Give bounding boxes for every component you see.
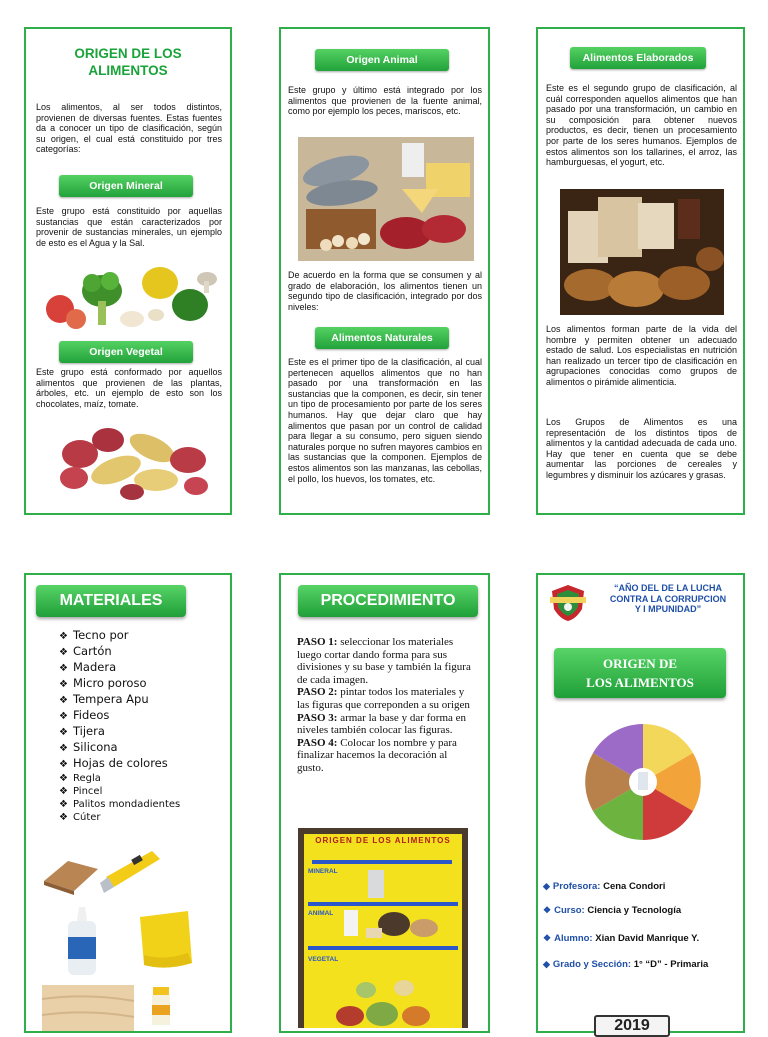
motto-line-2: CONTRA LA CORRUPCION [609, 593, 727, 604]
model-label-mineral: MINERAL [308, 868, 338, 875]
year-badge: 2019 [594, 1015, 670, 1037]
panel-title [26, 45, 230, 79]
processed-foods-image [560, 189, 724, 315]
vegetables-image [42, 261, 220, 333]
cover-title [554, 648, 726, 698]
cover-title-line-1: ORIGEN DE [602, 656, 678, 671]
elaborados-heading: Alimentos Elaborados [570, 47, 706, 69]
elaborados-text: Este es el segundo grupo de clasificación, al cuál corresponden aquellos alimentos que han pasado por una transformación, un cambio en su composición para obtener nuevos productos, es decir, tienen un procesamiento por parte de los seres humanos. Ejemplos de estos alimentos son los tallarines, el arroz, las hamburguesas, el yogurt, etc. [546, 83, 737, 168]
list-item: ❖ Silicona [59, 740, 118, 754]
animal-heading: Origen Animal [315, 49, 449, 71]
profesora-row: ◆ Profesora: Cena Condori [543, 881, 666, 892]
model-photo [298, 828, 468, 1028]
naturales-heading: Alimentos Naturales [315, 327, 449, 349]
step-1: PASO 1: seleccionar los materiales luego cortar dando forma para sus divisiones y su base y también la figura de cada imagen. [297, 636, 471, 686]
title-line-2: ALIMENTOS [88, 63, 168, 78]
panel-alimentos-elaborados [536, 27, 745, 515]
glue-bottle-image [64, 907, 100, 977]
animal-foods-image [298, 137, 474, 261]
potatoes-image [56, 422, 212, 502]
curso-row: ❖ Curso: Ciencia y Tecnología [543, 905, 682, 916]
vida-text: Los alimentos forman parte de la vida del hombre y permiten obtener un adecuado estado de salud. Los especialistas en nutrición han realizado un tercer tipo de clasificación en agrupaciones conocidas como grupos de alimentos o pirámide alimenticia. [546, 324, 737, 387]
panel-origen-animal [279, 27, 490, 515]
wood-board-image [42, 985, 134, 1031]
materials-list [59, 628, 229, 824]
school-crest-icon [548, 583, 588, 623]
elaboracion-text: De acuerdo en la forma que se consumen y al grado de elaboración, los alimentos tienen un segundo tipo de clasificación, integrado por dos niveles: [288, 270, 482, 312]
step-4: PASO 4: Colocar los nombre y para finalizar hacemos la decoración al gusto. [297, 736, 457, 774]
list-item: ❖ Regla [59, 773, 101, 784]
list-item: ❖ Madera [59, 660, 117, 674]
list-item: ❖ Tecno por [59, 628, 129, 642]
step-2: PASO 2: pintar todos los materiales y las figuras que correponden a su origen [297, 686, 470, 711]
title-line-1: ORIGEN DE LOS [74, 46, 182, 61]
list-item: ❖ Fideos [59, 708, 110, 722]
panel-origen-intro [24, 27, 232, 515]
model-label-animal: ANIMAL [308, 910, 334, 917]
motto-line-1: “AÑO DEL DE LA LUCHA [614, 583, 722, 593]
panel-cover [536, 573, 745, 1033]
animal-text: Este grupo y último está integrado por los alimentos que provienen de la fuente animal, como por ejemplo los peces, mariscos, etc. [288, 85, 482, 117]
panel-procedimiento [279, 573, 490, 1033]
list-item: ❖ Tijera [59, 724, 105, 738]
procedimiento-heading: PROCEDIMIENTO [298, 585, 478, 617]
naturales-text: Este es el primer tipo de la clasificación, al cual pertenecen aquellos alimentos que no han pasado por una transformación en las sustancias que la componen, es decir, sin tener un tipo de procesamiento por parte de los seres humanos. Hay que dejar claro que hay alimentos que pasan por un control de calidad para llegar a su consumo, pero siguen siendo naturales porque no sufren mayores cambios en las sustancias que la componen. Ejemplos de estos alimentos son las manzanas, las cebollas, el pollo, los huevos, los tomates, etc. [288, 357, 482, 484]
motto [596, 583, 740, 615]
list-item: ❖ Tempera Apu [59, 692, 149, 706]
grado-row: ◆ Grado y Sección: 1° “D” - Primaria [543, 959, 709, 970]
step-3: PASO 3: armar la base y dar forma en niveles también colocar las figuras. [297, 711, 467, 737]
intro-text: Los alimentos, al ser todos distintos, provienen de diversas fuentes. Estas fuentes da a conocer un tipo de clasificación, según su origen, el cual está constituido por tres categorías: [36, 102, 222, 155]
steps-block [297, 636, 475, 775]
list-item: ❖ Cartón [59, 644, 112, 658]
model-figures [304, 868, 462, 1028]
alumno-row: ❖ Alumno: Xian David Manrique Y. [543, 933, 700, 944]
cover-title-line-2: LOS ALIMENTOS [586, 675, 694, 690]
list-item: ❖ Pincel [59, 786, 103, 797]
list-item: ❖ Hojas de colores [59, 756, 168, 770]
paint-jar-image [150, 987, 172, 1027]
list-item: ❖ Palitos mondadientes [59, 799, 181, 810]
mineral-text: Este grupo está constituido por aquellas sustancias que están caracterizados por provenir de sustancias minerales, un ejemplo de esto es el Agua y la Sal. [36, 206, 222, 248]
vegetal-heading: Origen Vegetal [59, 341, 193, 363]
mineral-heading: Origen Mineral [59, 175, 193, 197]
foam-sheet-image [136, 909, 196, 973]
list-item: ❖ Cúter [59, 812, 101, 823]
grupos-text: Los Grupos de Alimentos es una representación de los distintos tipos de alimentos y la cantidad adecuada de cada uno. Hay que tener en cuenta que se debe aumentar las porciones de cereales y legumbres y disminuir los azúcares y grasas. [546, 417, 737, 480]
model-title: ORIGEN DE LOS ALIMENTOS [315, 836, 451, 845]
food-wheel-image [568, 717, 718, 847]
vegetal-text: Este grupo está conformado por aquellos alimentos que provienen de las plantas, árboles, etc. un ejemplo de esto son los chocolates, maíz, tomate. [36, 367, 222, 409]
model-label-vegetal: VEGETAL [308, 956, 339, 963]
materiales-heading: MATERIALES [36, 585, 186, 617]
panel-materiales [24, 573, 232, 1033]
cardboard-cutter-image [40, 847, 162, 897]
list-item: ❖ Micro poroso [59, 676, 147, 690]
motto-line-3: Y I MPUNIDAD” [634, 604, 702, 615]
